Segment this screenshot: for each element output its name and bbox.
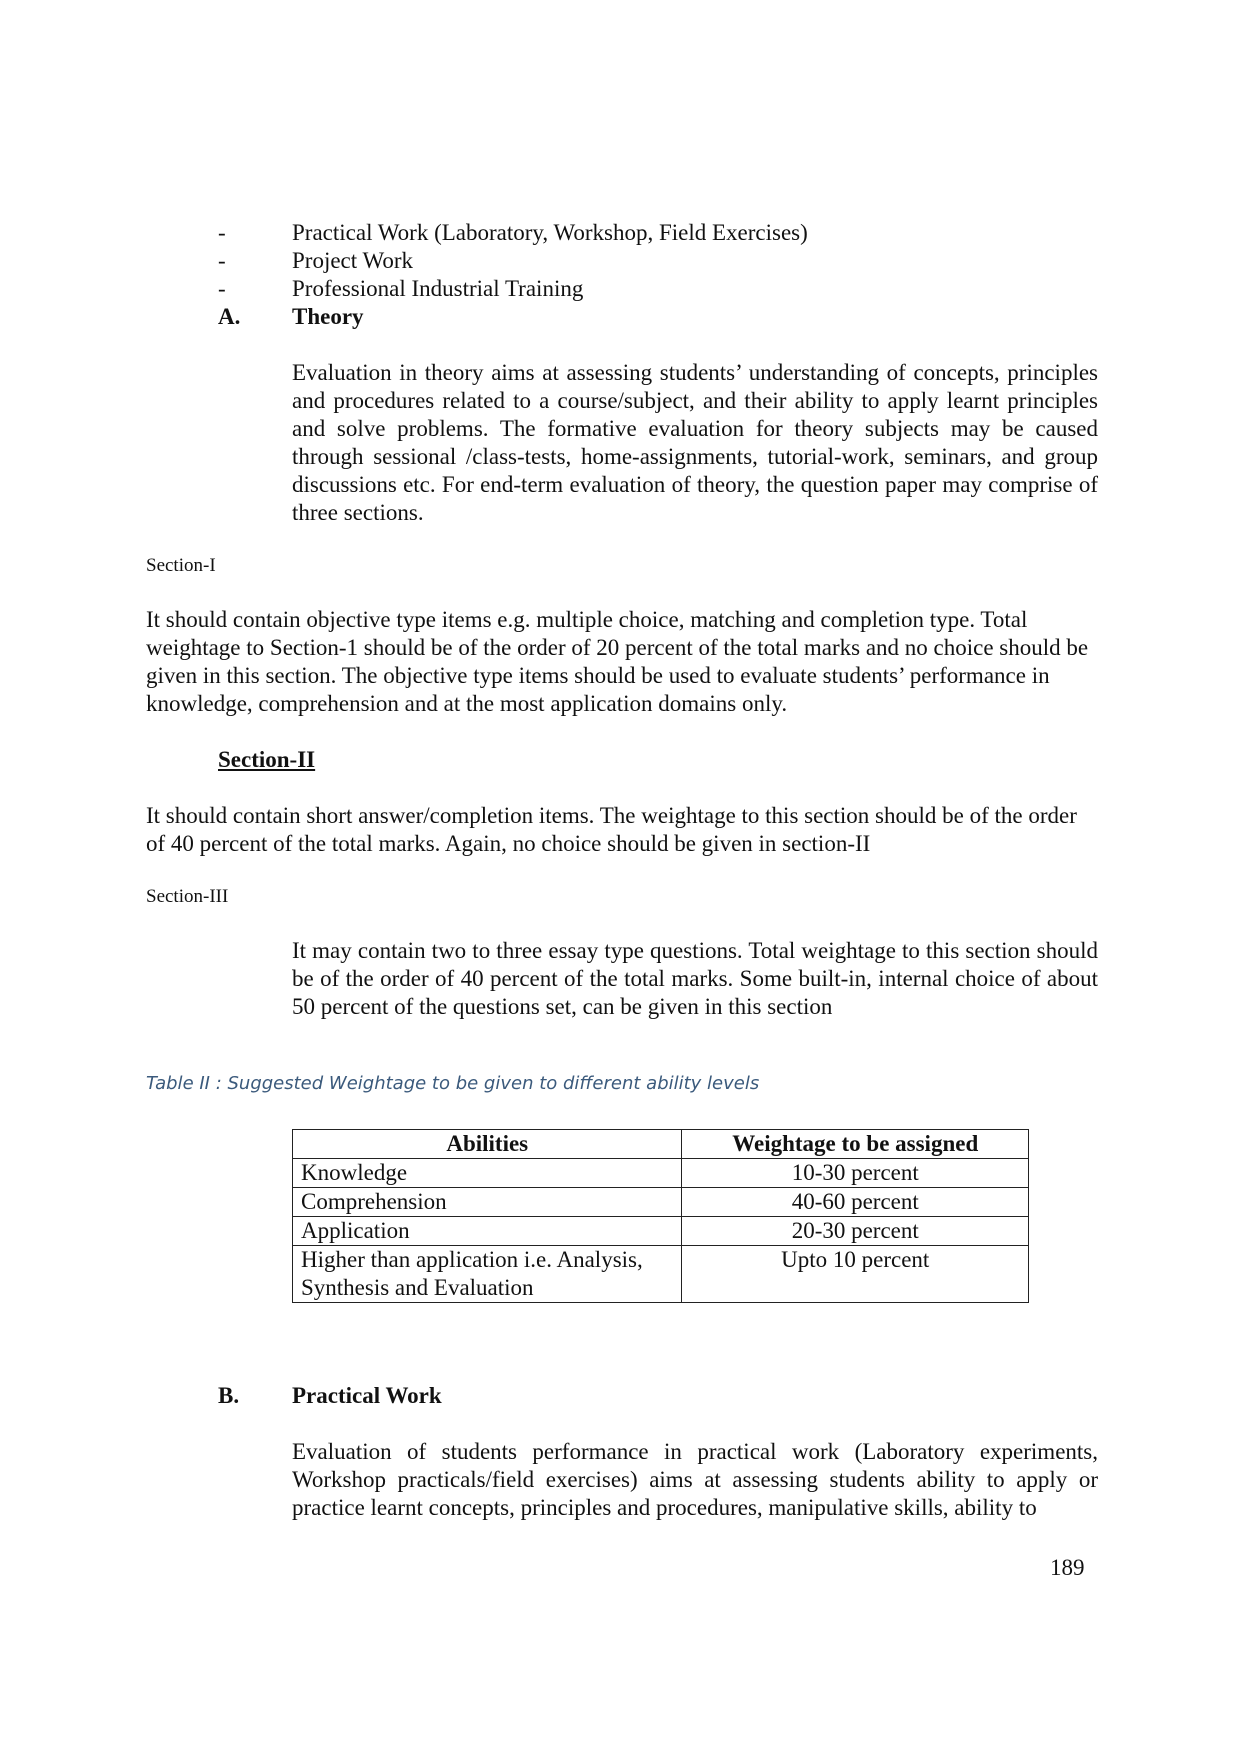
section-1-paragraph: It should contain objective type items e.g. multiple choice, matching and completion type. Total weightage to Section-1 should be of the order of 20 percent of the total marks and no choice should be given in this section. The objective type items should be used to evaluate students’ performance in knowledge, comprehension and at the most application domains only. [146,607,1089,716]
bullet-item: Professional Industrial Training [292,276,584,301]
bullet-marker: - [218,248,226,273]
table-caption: Table II : Suggested Weightage to be given to different ability levels [146,1073,760,1094]
weightage-cell: 20-30 percent [682,1217,1029,1246]
table-row [293,1188,1029,1217]
section-a-letter: A. [218,304,241,329]
practical-work-paragraph: Evaluation of students performance in practical work (Laboratory experiments, Workshop practicals/field exercises) aims at assessing students ability to apply or practice learnt concepts, principles and procedures, manipulative skills, ability to [292,1439,1098,1520]
section-2-heading: Section-II [218,747,316,772]
page-number: 189 [1050,1555,1085,1580]
section-b-title: Practical Work [292,1383,442,1408]
ability-cell: Higher than application i.e. Analysis, Synthesis and Evaluation [293,1246,682,1303]
section-1-label: Section-I [146,555,216,576]
ability-cell: Application [293,1217,682,1246]
bullet-marker: - [218,220,226,245]
section-3-label: Section-III [146,886,229,907]
bullet-item: Project Work [292,248,414,273]
section-a-title: Theory [292,304,364,329]
column-header-abilities: Abilities [293,1130,682,1159]
table-row [293,1246,1029,1303]
column-header-weightage: Weightage to be assigned [682,1130,1029,1159]
section-b-letter: B. [218,1383,240,1408]
weightage-table [292,1129,1029,1303]
weightage-cell: 40-60 percent [682,1188,1029,1217]
table-header-row [293,1130,1029,1159]
weightage-cell: 10-30 percent [682,1159,1029,1188]
ability-cell: Comprehension [293,1188,682,1217]
theory-paragraph: Evaluation in theory aims at assessing students’ understanding of concepts, principles and procedures related to a course/subject, and their ability to apply learnt principles and solve problems. The formative evaluation for theory subjects may be caused through sessional /class-tests, home-assignments, tutorial-work, seminars, and group discussions etc. For end-term evaluation of theory, the question paper may comprise of three sections. [292,360,1098,525]
bullet-item: Practical Work (Laboratory, Workshop, Field Exercises) [292,220,808,245]
section-3-paragraph: It may contain two to three essay type questions. Total weightage to this section should be of the order of 40 percent of the total marks. Some built-in, internal choice of about 50 percent of the questions set, can be given in this section [292,938,1098,1019]
table-row [293,1217,1029,1246]
weightage-cell: Upto 10 percent [682,1246,1029,1303]
bullet-marker: - [218,276,226,301]
section-2-paragraph: It should contain short answer/completion items. The weightage to this section should be of the order of 40 percent of the total marks. Again, no choice should be given in section-II [146,803,1077,856]
table-row [293,1159,1029,1188]
ability-cell: Knowledge [293,1159,682,1188]
